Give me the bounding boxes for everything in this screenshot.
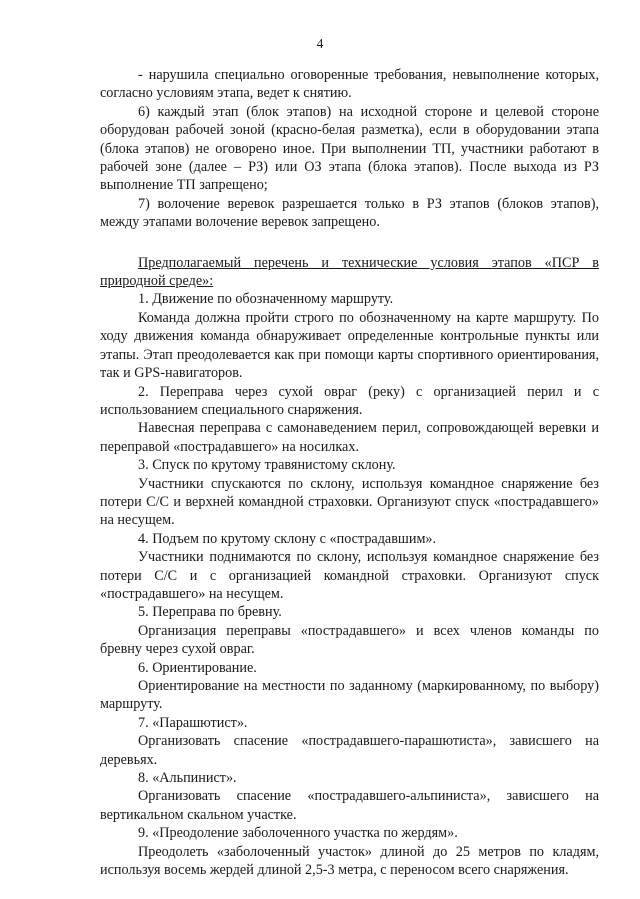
stage-4-title: 4. Подъем по крутому склону с «пострадавшим». xyxy=(138,530,437,547)
paragraph-rule-6: 6) каждый этап (блок этапов) на исходной стороне и целевой стороне оборудован рабочей зоной (красно-белая разметка), если в оборудовании этапа (блока этапов) не оговорено иное. При выполнении ТП, участники работают в рабочей зоне (далее – РЗ) или ОЗ этапа (блока этапов). После выхода из РЗ выполнение ТП запрещено; xyxy=(100,103,599,194)
stage-6-title: 6. Ориентирование. xyxy=(138,659,257,676)
spacer xyxy=(100,232,599,254)
page-number: 4 xyxy=(316,36,324,51)
stage-1-title: 1. Движение по обозначенному маршруту. xyxy=(138,291,394,308)
stage-9-text: Преодолеть «заболоченный участок» длиной до 25 метров по кладям, используя восемь жердей длиной 2,5-3 метра, с переносом всего снаряжения. xyxy=(100,843,599,879)
paragraph-violation: - нарушила специально оговоренные требования, невыполнение которых, согласно условиям этапа, ведет к снятию. xyxy=(100,67,599,102)
section-title: Предполагаемый перечень и технические условия этапов «ПСР в природной среде»: xyxy=(100,254,599,290)
stage-6-text: Ориентирование на местности по заданному (маркированному, по выбору) маршруту. xyxy=(100,678,599,713)
stage-7-text: Организовать спасение «пострадавшего-парашютиста», зависшего на деревьях. xyxy=(100,733,599,768)
stage-1-text: Команда должна пройти строго по обозначенному на карте маршруту. По ходу движения команда обнаруживает определенные контрольные пункты или этапы. Этап преодолевается как при помощи карты спортивного ориентирования, так и GPS-навигаторов. xyxy=(100,309,599,382)
document-body xyxy=(100,66,599,879)
stage-3-title: 3. Спуск по крутому травянистому склону. xyxy=(138,457,396,474)
stage-5-text: Организация переправы «пострадавшего» и всех членов команды по бревну через сухой овраг. xyxy=(100,622,599,658)
stage-8-title: 8. «Альпинист». xyxy=(138,770,237,787)
stage-8-text: Организовать спасение «пострадавшего-альпиниста», зависшего на вертикальном скальном участке. xyxy=(100,788,599,823)
stage-3-text: Участники спускаются по склону, используя командное снаряжение без потери С/С и верхней командной страховки. Организуют спуск «пострадавшего» на несущем. xyxy=(100,475,599,529)
stage-9-title: 9. «Преодоление заболоченного участка по жердям». xyxy=(138,825,458,842)
stage-5-title: 5. Переправа по бревну. xyxy=(138,604,282,621)
stage-2-text: Навесная переправа с самонаведением перил, сопровождающей веревки и переправой «пострадавшего» на носилках. xyxy=(100,420,599,455)
paragraph-rule-7: 7) волочение веревок разрешается только в РЗ этапов (блоков этапов), между этапами волочение веревок запрещено. xyxy=(100,195,599,231)
stage-7-title: 7. «Парашютист». xyxy=(138,714,248,731)
stage-4-text: Участники поднимаются по склону, используя командное снаряжение без потери С/С и с организацией командной страховки. Организуют спуск «пострадавшего» на несущем. xyxy=(100,549,599,602)
stage-2-title: 2. Переправа через сухой овраг (реку) с организацией перил и с использованием специального снаряжения. xyxy=(100,383,599,418)
